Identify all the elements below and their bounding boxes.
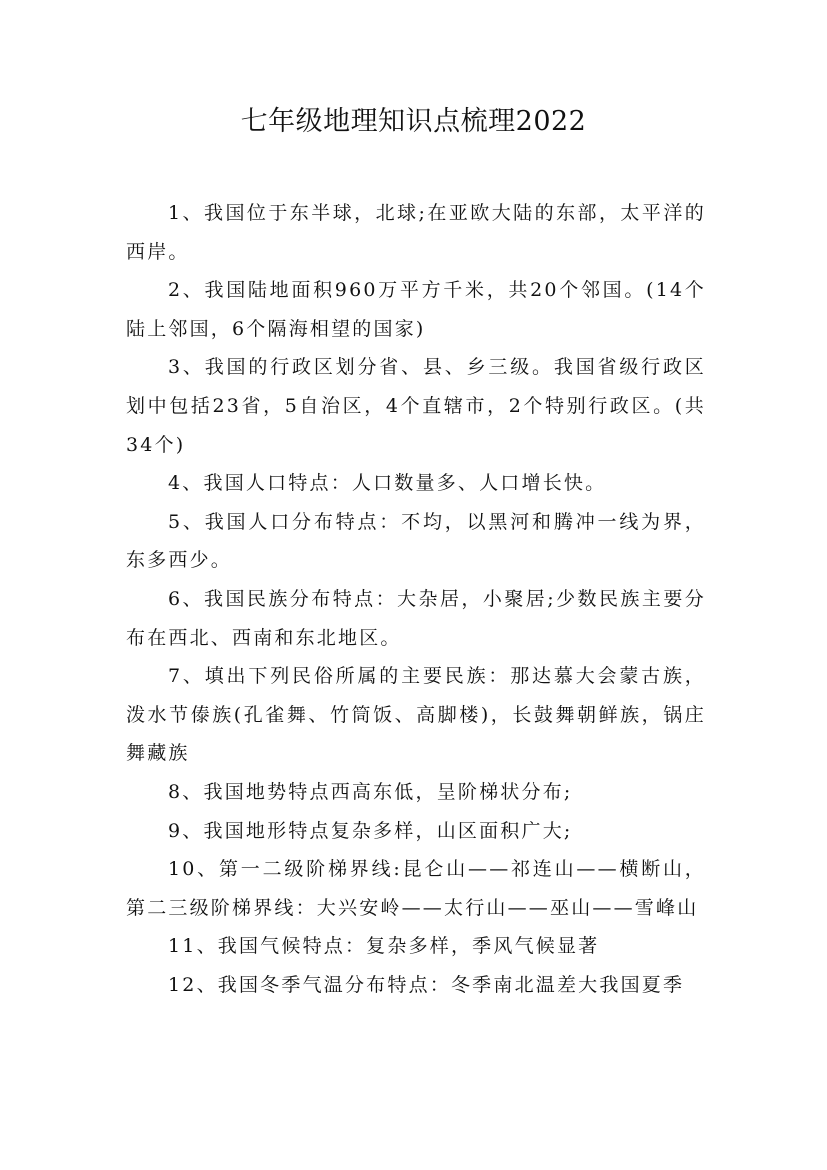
document-body [126,194,706,1004]
paragraph-11: 11、我国气候特点：复杂多样，季风气候显著 [168,935,600,958]
paragraph-9: 9、我国地形特点复杂多样，山区面积广大; [168,819,573,842]
paragraph-8: 8、我国地势特点西高东低，呈阶梯状分布; [168,780,573,803]
paragraph-2: 2、我国陆地面积960万平方千米，共20个邻国。(14个陆上邻国，6个隔海相望的国家) [126,279,706,340]
paragraph-1: 1、我国位于东半球，北球;在亚欧大陆的东部，太平洋的西岸。 [126,202,706,263]
paragraph-6: 6、我国民族分布特点：大杂居，小聚居;少数民族主要分布在西北、西南和东北地区。 [126,587,706,649]
paragraph-12: 12、我国冬季气温分布特点：冬季南北温差大我国夏季 [168,973,685,996]
paragraph-3: 3、我国的行政区划分省、县、乡三级。我国省级行政区划中包括23省，5自治区，4个直辖市，2个特别行政区。(共34个) [126,356,706,456]
paragraph-7: 7、填出下列民俗所属的主要民族：那达慕大会蒙古族，泼水节傣族(孔雀舞、竹筒饭、高脚楼)，长鼓舞朝鲜族，锅庄舞藏族 [126,665,706,765]
paragraph-10: 10、第一二级阶梯界线:昆仑山——祁连山——横断山，第二三级阶梯界线：大兴安岭——太行山——巫山——雪峰山 [126,858,706,919]
paragraph-5: 5、我国人口分布特点：不均，以黑河和腾冲一线为界，东多西少。 [126,510,706,572]
document-title: 七年级地理知识点梳理2022 [240,106,587,137]
paragraph-4: 4、我国人口特点：人口数量多、人口增长快。 [168,472,607,495]
